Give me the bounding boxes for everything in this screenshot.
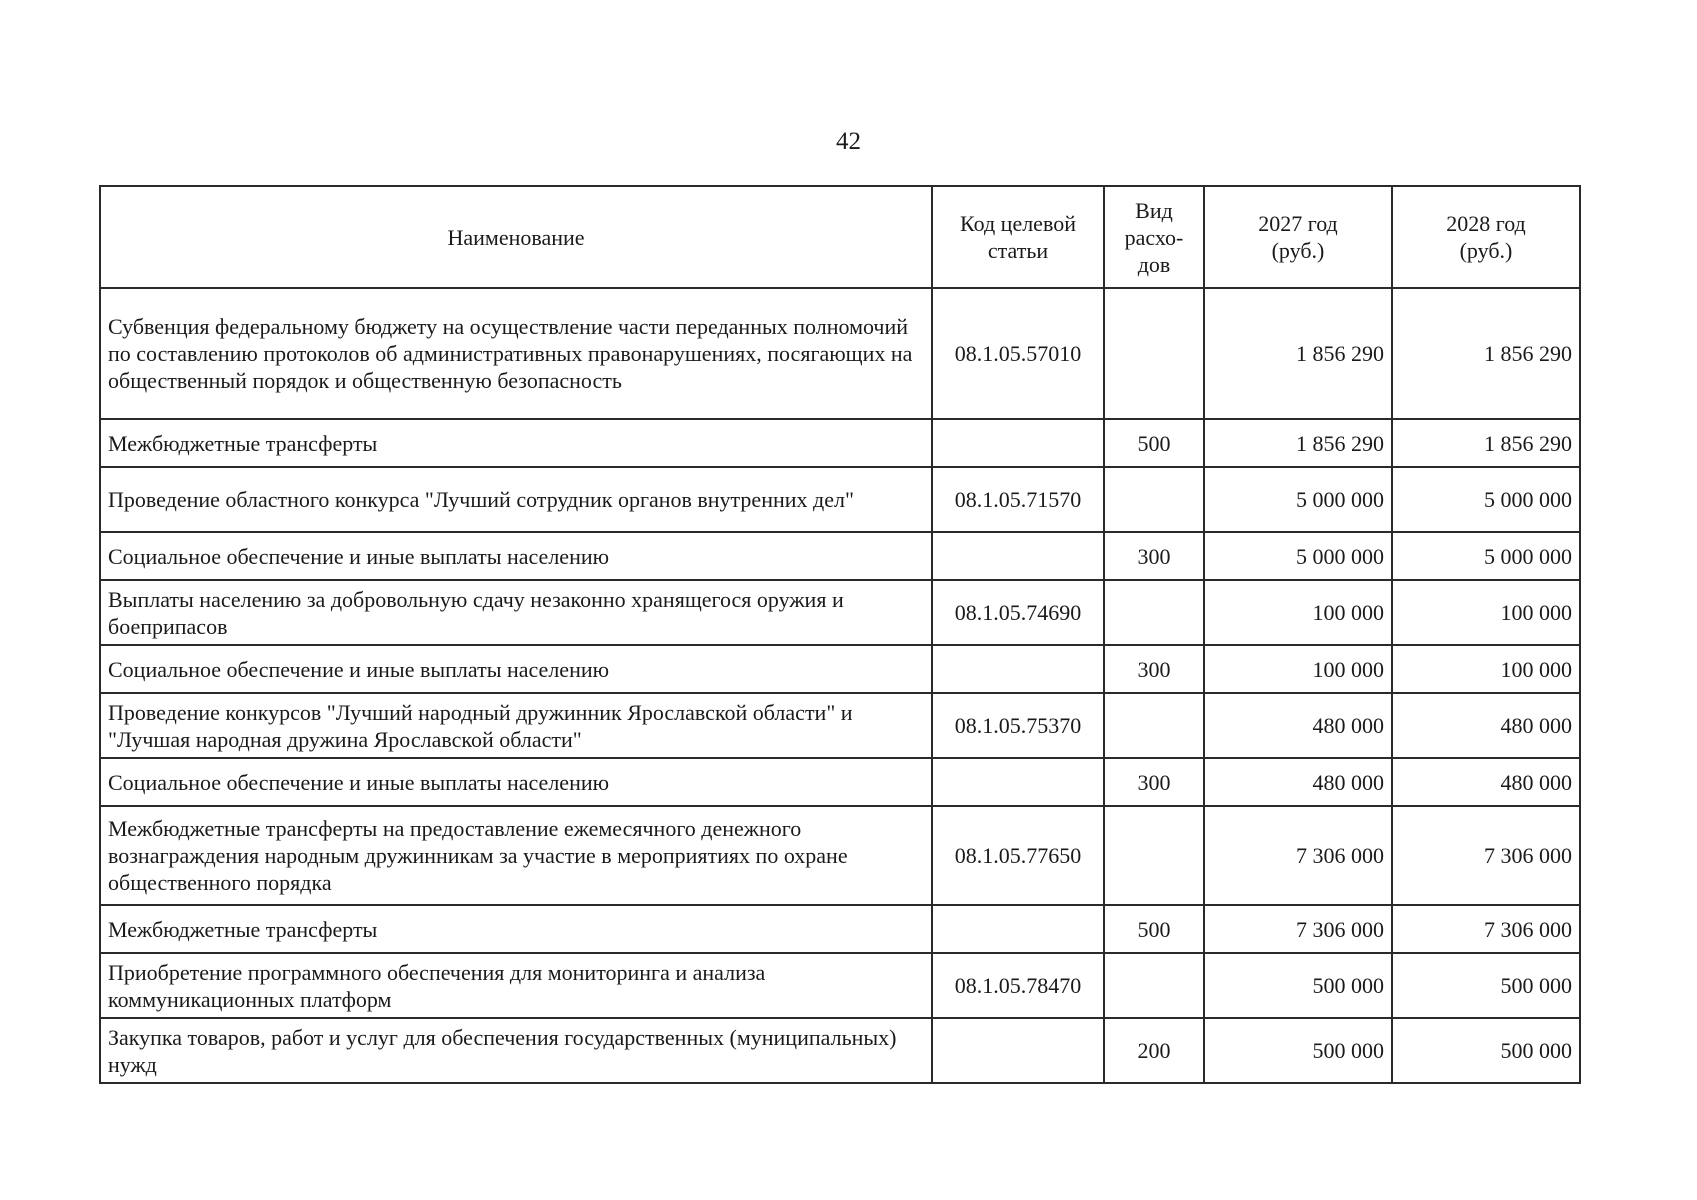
row-code	[932, 1018, 1104, 1083]
row-expense-type	[1104, 953, 1204, 1018]
row-name: Закупка товаров, работ и услуг для обеспечения государственных (муниципальных) нужд	[100, 1018, 932, 1083]
row-code	[932, 532, 1104, 580]
row-amount-2027: 1 856 290	[1204, 288, 1392, 419]
row-expense-type	[1104, 467, 1204, 532]
row-expense-type	[1104, 806, 1204, 905]
row-amount-2027: 1 856 290	[1204, 419, 1392, 467]
header-expense-type	[1104, 186, 1204, 288]
row-code	[932, 758, 1104, 806]
table-row	[100, 467, 1580, 532]
row-expense-type: 300	[1104, 758, 1204, 806]
row-expense-type: 300	[1104, 645, 1204, 693]
table-row	[100, 419, 1580, 467]
header-name-text: Наименование	[447, 224, 585, 250]
row-name: Проведение областного конкурса "Лучший сотрудник органов внутренних дел"	[100, 467, 932, 532]
table-row	[100, 953, 1580, 1018]
table-row	[100, 645, 1580, 693]
row-name: Межбюджетные трансферты	[100, 905, 932, 953]
row-amount-2028: 5 000 000	[1392, 467, 1580, 532]
row-amount-2028: 500 000	[1392, 1018, 1580, 1083]
row-code: 08.1.05.57010	[932, 288, 1104, 419]
row-amount-2028: 100 000	[1392, 580, 1580, 645]
table-row	[100, 288, 1580, 419]
row-expense-type	[1104, 693, 1204, 758]
table-row	[100, 905, 1580, 953]
header-2028-line1: 2028 год	[1446, 211, 1526, 236]
table-row	[100, 758, 1580, 806]
row-name: Выплаты населению за добровольную сдачу незаконно хранящегося оружия и боеприпасов	[100, 580, 932, 645]
row-code	[932, 905, 1104, 953]
header-type-line3: дов	[1137, 251, 1171, 277]
header-name	[100, 186, 932, 288]
row-expense-type: 200	[1104, 1018, 1204, 1083]
row-amount-2027: 480 000	[1204, 693, 1392, 758]
row-code: 08.1.05.78470	[932, 953, 1104, 1018]
header-type-line1: Вид	[1135, 197, 1173, 223]
row-expense-type	[1104, 288, 1204, 419]
row-name: Межбюджетные трансферты на предоставление ежемесячного денежного вознаграждения народным дружинникам за участие в мероприятиях по охране общественного порядка	[100, 806, 932, 905]
row-name: Социальное обеспечение и иные выплаты населению	[100, 758, 932, 806]
row-code	[932, 645, 1104, 693]
table-row	[100, 806, 1580, 905]
header-year-2027	[1204, 186, 1392, 288]
row-name: Социальное обеспечение и иные выплаты населению	[100, 645, 932, 693]
page-number: 42	[836, 128, 861, 155]
header-year-2028	[1392, 186, 1580, 288]
row-amount-2028: 100 000	[1392, 645, 1580, 693]
row-amount-2027: 5 000 000	[1204, 467, 1392, 532]
row-amount-2028: 1 856 290	[1392, 419, 1580, 467]
row-expense-type	[1104, 580, 1204, 645]
row-code: 08.1.05.74690	[932, 580, 1104, 645]
row-code: 08.1.05.77650	[932, 806, 1104, 905]
row-amount-2027: 7 306 000	[1204, 806, 1392, 905]
row-code: 08.1.05.75370	[932, 693, 1104, 758]
row-amount-2028: 480 000	[1392, 693, 1580, 758]
row-expense-type: 300	[1104, 532, 1204, 580]
row-name: Межбюджетные трансферты	[100, 419, 932, 467]
row-name: Субвенция федеральному бюджету на осуществление части переданных полномочий по составлению протоколов об административных правонарушениях, посягающих на общественный порядок и общественную безопасность	[100, 288, 932, 419]
budget-table	[99, 185, 1581, 1084]
table-row	[100, 1018, 1580, 1083]
row-name: Социальное обеспечение и иные выплаты населению	[100, 532, 932, 580]
header-2027-line2: (руб.)	[1271, 238, 1325, 263]
table-row	[100, 693, 1580, 758]
row-amount-2027: 480 000	[1204, 758, 1392, 806]
row-amount-2028: 500 000	[1392, 953, 1580, 1018]
table-header-row	[100, 186, 1580, 288]
header-2027-line1: 2027 год	[1258, 211, 1338, 236]
row-amount-2028: 1 856 290	[1392, 288, 1580, 419]
row-expense-type: 500	[1104, 419, 1204, 467]
row-amount-2027: 500 000	[1204, 953, 1392, 1018]
table-row	[100, 532, 1580, 580]
table-row	[100, 580, 1580, 645]
row-name: Приобретение программного обеспечения для мониторинга и анализа коммуникационных платформ	[100, 953, 932, 1018]
row-amount-2027: 5 000 000	[1204, 532, 1392, 580]
row-amount-2027: 7 306 000	[1204, 905, 1392, 953]
header-code	[932, 186, 1104, 288]
header-2028-line2: (руб.)	[1459, 238, 1513, 263]
row-amount-2028: 7 306 000	[1392, 905, 1580, 953]
row-amount-2027: 100 000	[1204, 580, 1392, 645]
header-type-line2: расхо-	[1124, 224, 1184, 250]
row-amount-2027: 100 000	[1204, 645, 1392, 693]
header-code-line1: Код целевой	[960, 211, 1076, 236]
row-expense-type: 500	[1104, 905, 1204, 953]
header-code-line2: статьи	[987, 238, 1049, 263]
row-name: Проведение конкурсов "Лучший народный дружинник Ярославской области" и "Лучшая народная дружина Ярославской области"	[100, 693, 932, 758]
row-amount-2028: 480 000	[1392, 758, 1580, 806]
row-amount-2028: 7 306 000	[1392, 806, 1580, 905]
row-amount-2027: 500 000	[1204, 1018, 1392, 1083]
row-amount-2028: 5 000 000	[1392, 532, 1580, 580]
row-code	[932, 419, 1104, 467]
row-code: 08.1.05.71570	[932, 467, 1104, 532]
